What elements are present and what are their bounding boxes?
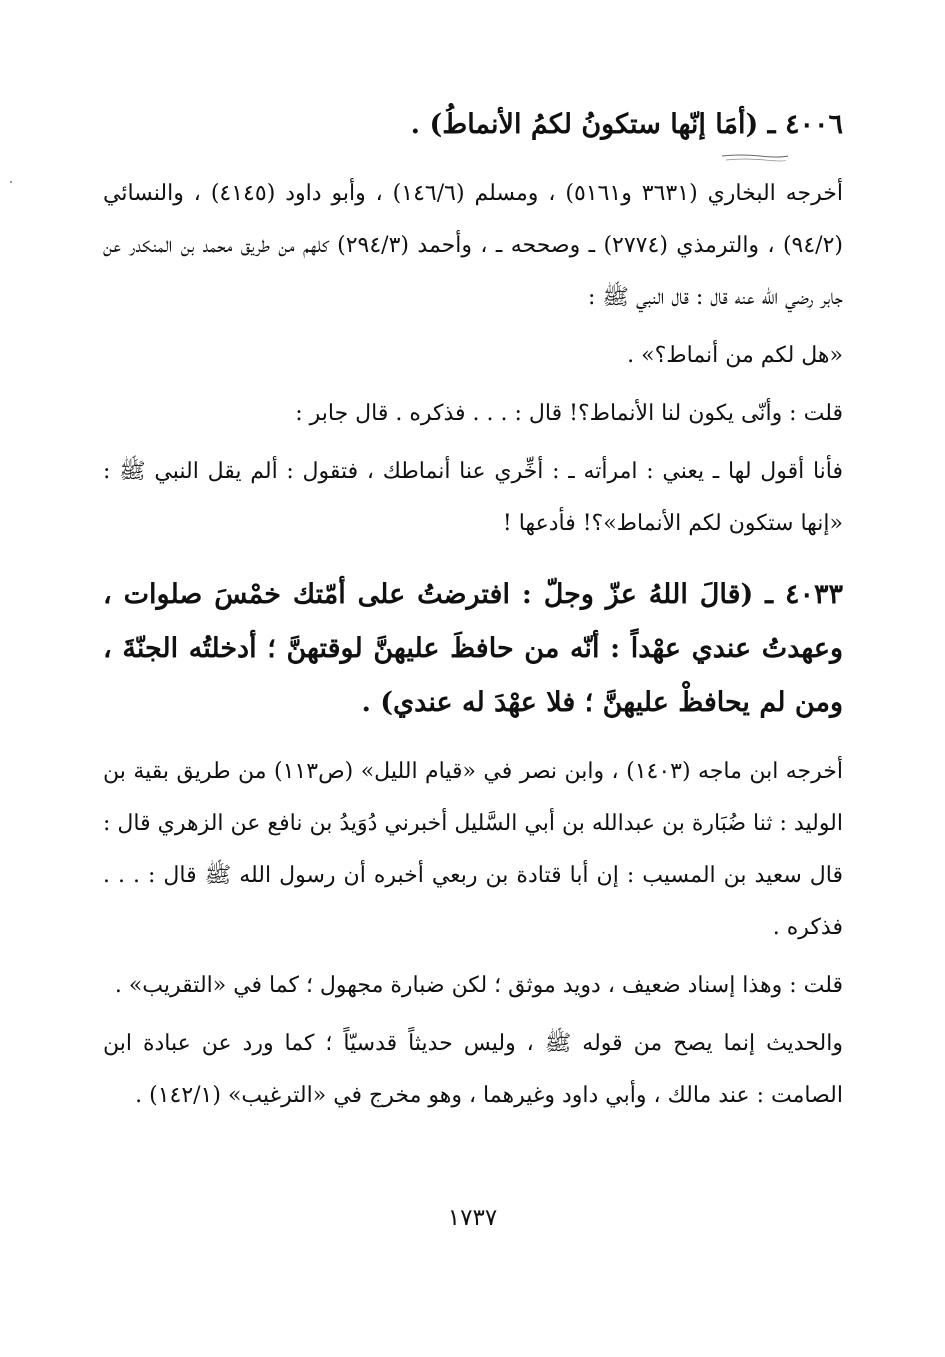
hadith-4033-grading: قلت : وهذا إسناد ضعيف ، دويد موثق ؛ لكن ضبارة مجهول ؛ كما في «التقريب» .	[114, 973, 843, 998]
hadith-4006-takhrij: أخرجه البخاري (٣٦٣١ و٥١٦١) ، ومسلم (١٤٦/٦) ، وأبو داود (٤١٤٥) ، والنسائي (٩٤/٢) ، والترمذي (٢٧٧٤) ـ وصححه ـ ، وأحمد (٢٩٤/٣) كلهم من طريق محمد بن المنكدر عن جابر رضي الله عنه قال : قال النبي ﷺ :	[103, 181, 843, 310]
hadith-4006-quote: «هل لكم من أنماط؟» .	[627, 343, 843, 368]
hadith-4033-note: والحديث إنما يصح من قوله ﷺ ، وليس حديثاً قدسيّاً ؛ كما ورد عن عبادة ابن الصامت : عند مالك ، وأبي داود وغيرهما ، وهو مخرج في «الترغيب» (١٤٢/١) .	[103, 1031, 843, 1108]
hadith-4033-takhrij: أخرجه ابن ماجه (١٤٠٣) ، وابن نصر في «قيام الليل» (ص١١٣) من طريق بقية بن الوليد : ثنا ضُبَارة بن عبدالله بن أبي السَّليل أخبرني دُوَيدُ بن نافع عن الزهري قال : قال سعيد بن المسيب : إن أبا قتادة بن ربعي أخبره أن رسول الله ﷺ قال : . . . فذكره .	[103, 759, 844, 940]
hadith-4006-jabir-text: فأنا أقول لها ـ يعني : امرأته ـ : أخِّري عنا أنماطك ، فتقول : ألم يقل النبي ﷺ : «إنها ستكون لكم الأنماط»؟! فأدعها !	[103, 459, 843, 536]
text-column	[103, 98, 843, 1128]
margin-mark	[10, 181, 12, 183]
hadith-4033-title: ٤٠٣٣ ـ (قالَ اللهُ عزّ وجلّ : افترضتُ على أمّتك خمْسَ صلوات ، وعهدتُ عندي عهْداً : أنّه من حافظَ عليهنَّ لوقتهنَّ ؛ أدخلتُه الجنّةَ ، ومن لم يحافظْ عليهنَّ ؛ فلا عهْدَ له عندي) .	[103, 579, 843, 718]
hadith-4006-title: ٤٠٠٦ ـ (أمَا إنّها ستكونُ لكمُ الأنماطُ) .	[410, 109, 843, 140]
hadith-4006-comment: قلت : وأنّى يكون لنا الأنماط؟! قال : . . . فذكره . قال جابر :	[295, 401, 843, 426]
page-number: ١٧٣٧	[447, 1205, 498, 1231]
